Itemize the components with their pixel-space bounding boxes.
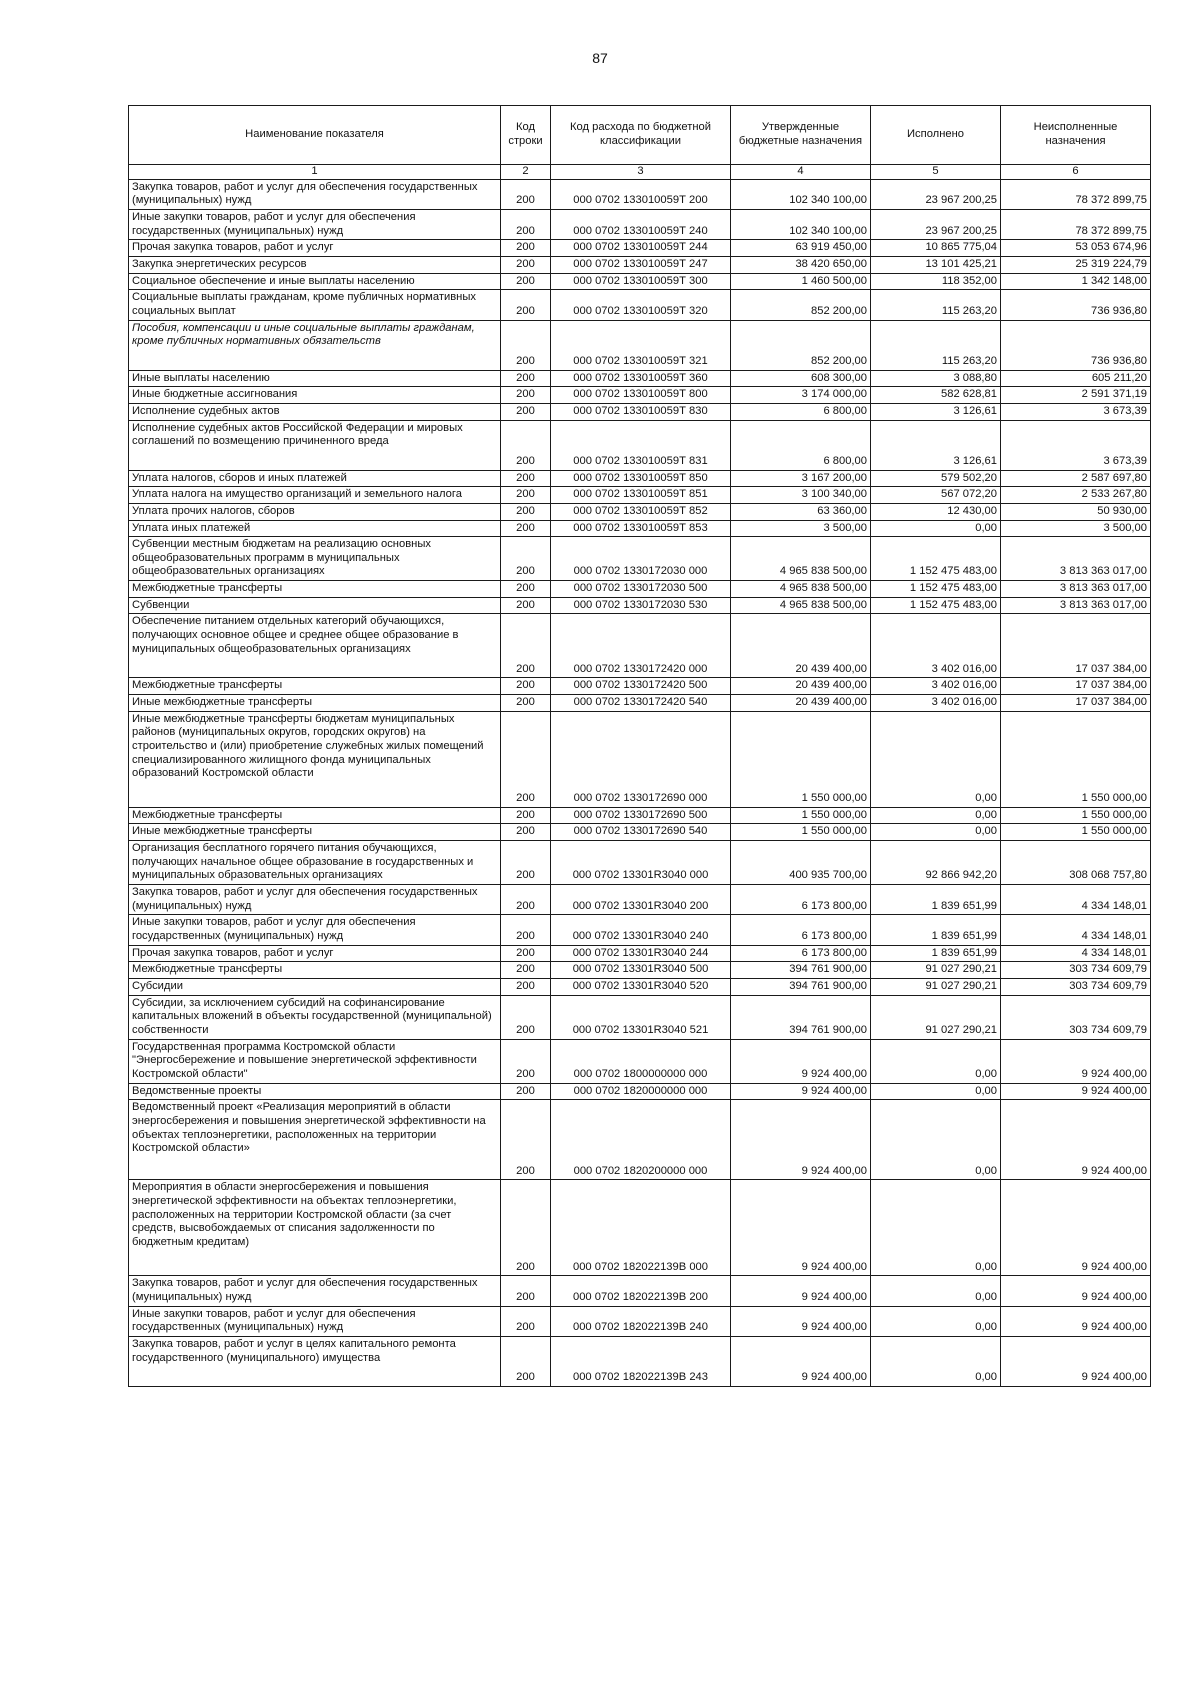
row-unexecuted-amount: 3 673,39 xyxy=(1001,420,1151,470)
row-unexecuted-amount: 303 734 609,79 xyxy=(1001,995,1151,1039)
row-budget-classification-code: 000 0702 133010059Т 321 xyxy=(551,320,731,370)
row-budget-classification-code: 000 0702 133010059Т 800 xyxy=(551,387,731,404)
column-number: 3 xyxy=(551,165,731,180)
table-row xyxy=(129,1306,1151,1336)
table-row xyxy=(129,945,1151,962)
table-row xyxy=(129,1276,1151,1306)
row-budget-classification-code: 000 0702 13301R3040 244 xyxy=(551,945,731,962)
header-budget-classification-code: Код расхода по бюджетной классификации xyxy=(551,106,731,165)
row-budget-classification-code: 000 0702 133010059Т 852 xyxy=(551,503,731,520)
row-unexecuted-amount: 4 334 148,01 xyxy=(1001,915,1151,945)
row-indicator-name: Мероприятия в области энергосбережения и повышения энергетической эффективности на объектах теплоэнергетики, расположенных на территории Костромской области (за счет средств, высвобождаемых от списания задолженности по бюджетным кредитам) xyxy=(129,1180,501,1276)
row-budget-classification-code: 000 0702 1330172030 530 xyxy=(551,597,731,614)
row-indicator-name: Иные закупки товаров, работ и услуг для обеспечения государственных (муниципальных) нужд xyxy=(129,209,501,239)
row-budget-classification-code: 000 0702 1330172690 000 xyxy=(551,711,731,807)
row-indicator-name: Межбюджетные трансферты xyxy=(129,962,501,979)
row-line-code: 200 xyxy=(501,711,551,807)
row-approved-amount: 3 174 000,00 xyxy=(731,387,871,404)
header-unexecuted-appropriations: Неисполненные назначения xyxy=(1001,106,1151,165)
row-indicator-name: Закупка товаров, работ и услуг в целях капитального ремонта государственного (муниципального) имущества xyxy=(129,1336,501,1386)
row-budget-classification-code: 000 0702 13301R3040 000 xyxy=(551,841,731,885)
row-approved-amount: 1 550 000,00 xyxy=(731,824,871,841)
row-line-code: 200 xyxy=(501,403,551,420)
row-budget-classification-code: 000 0702 133010059Т 240 xyxy=(551,209,731,239)
table-row xyxy=(129,290,1151,320)
table-row xyxy=(129,581,1151,598)
row-approved-amount: 9 924 400,00 xyxy=(731,1100,871,1180)
row-approved-amount: 1 550 000,00 xyxy=(731,807,871,824)
table-row xyxy=(129,841,1151,885)
table-row xyxy=(129,503,1151,520)
row-budget-classification-code: 000 0702 1330172030 000 xyxy=(551,537,731,581)
row-line-code: 200 xyxy=(501,597,551,614)
row-indicator-name: Уплата налогов, сборов и иных платежей xyxy=(129,470,501,487)
table-row xyxy=(129,240,1151,257)
row-line-code: 200 xyxy=(501,945,551,962)
row-executed-amount: 0,00 xyxy=(871,1083,1001,1100)
row-unexecuted-amount: 605 211,20 xyxy=(1001,370,1151,387)
row-budget-classification-code: 000 0702 133010059Т 300 xyxy=(551,273,731,290)
table-row xyxy=(129,1083,1151,1100)
row-budget-classification-code: 000 0702 13301R3040 240 xyxy=(551,915,731,945)
table-row xyxy=(129,678,1151,695)
row-approved-amount: 9 924 400,00 xyxy=(731,1039,871,1083)
table-row xyxy=(129,470,1151,487)
row-executed-amount: 1 152 475 483,00 xyxy=(871,581,1001,598)
table-row xyxy=(129,824,1151,841)
row-approved-amount: 1 550 000,00 xyxy=(731,711,871,807)
table-row xyxy=(129,320,1151,370)
row-line-code: 200 xyxy=(501,503,551,520)
row-indicator-name: Прочая закупка товаров, работ и услуг xyxy=(129,240,501,257)
row-indicator-name: Субвенции xyxy=(129,597,501,614)
row-unexecuted-amount: 3 813 363 017,00 xyxy=(1001,537,1151,581)
row-unexecuted-amount: 3 813 363 017,00 xyxy=(1001,581,1151,598)
row-approved-amount: 102 340 100,00 xyxy=(731,179,871,209)
row-executed-amount: 0,00 xyxy=(871,520,1001,537)
row-approved-amount: 608 300,00 xyxy=(731,370,871,387)
table-header-row xyxy=(129,106,1151,165)
row-indicator-name: Закупка энергетических ресурсов xyxy=(129,256,501,273)
table-row xyxy=(129,537,1151,581)
row-approved-amount: 20 439 400,00 xyxy=(731,695,871,712)
row-budget-classification-code: 000 0702 133010059Т 244 xyxy=(551,240,731,257)
row-line-code: 200 xyxy=(501,209,551,239)
row-budget-classification-code: 000 0702 133010059Т 247 xyxy=(551,256,731,273)
row-approved-amount: 6 173 800,00 xyxy=(731,915,871,945)
row-indicator-name: Иные закупки товаров, работ и услуг для обеспечения государственных (муниципальных) нужд xyxy=(129,915,501,945)
row-budget-classification-code: 000 0702 1330172420 540 xyxy=(551,695,731,712)
row-budget-classification-code: 000 0702 13301R3040 200 xyxy=(551,885,731,915)
row-indicator-name: Социальные выплаты гражданам, кроме публичных нормативных социальных выплат xyxy=(129,290,501,320)
row-executed-amount: 1 839 651,99 xyxy=(871,915,1001,945)
table-row xyxy=(129,614,1151,678)
row-executed-amount: 3 402 016,00 xyxy=(871,614,1001,678)
row-unexecuted-amount: 736 936,80 xyxy=(1001,290,1151,320)
row-indicator-name: Субвенции местным бюджетам на реализацию основных общеобразовательных программ в муниципальных общеобразовательных организациях xyxy=(129,537,501,581)
row-unexecuted-amount: 308 068 757,80 xyxy=(1001,841,1151,885)
row-executed-amount: 115 263,20 xyxy=(871,290,1001,320)
table-row xyxy=(129,387,1151,404)
row-budget-classification-code: 000 0702 13301R3040 500 xyxy=(551,962,731,979)
row-approved-amount: 9 924 400,00 xyxy=(731,1180,871,1276)
row-indicator-name: Иные межбюджетные трансферты бюджетам муниципальных районов (муниципальных округов, городских округов) на строительство и (или) приобретение служебных жилых помещений специализированного жилищного фонда муниципальных образований Костромской области xyxy=(129,711,501,807)
table-body xyxy=(129,179,1151,1386)
row-unexecuted-amount: 3 673,39 xyxy=(1001,403,1151,420)
row-line-code: 200 xyxy=(501,824,551,841)
row-line-code: 200 xyxy=(501,995,551,1039)
row-executed-amount: 3 126,61 xyxy=(871,403,1001,420)
row-approved-amount: 20 439 400,00 xyxy=(731,678,871,695)
row-indicator-name: Пособия, компенсации и иные социальные выплаты гражданам, кроме публичных нормативных обязательств xyxy=(129,320,501,370)
row-unexecuted-amount: 303 734 609,79 xyxy=(1001,978,1151,995)
row-executed-amount: 0,00 xyxy=(871,1039,1001,1083)
table-row xyxy=(129,915,1151,945)
row-executed-amount: 0,00 xyxy=(871,824,1001,841)
row-unexecuted-amount: 17 037 384,00 xyxy=(1001,614,1151,678)
row-executed-amount: 91 027 290,21 xyxy=(871,978,1001,995)
row-indicator-name: Уплата иных платежей xyxy=(129,520,501,537)
row-line-code: 200 xyxy=(501,962,551,979)
row-approved-amount: 4 965 838 500,00 xyxy=(731,597,871,614)
table-row xyxy=(129,711,1151,807)
row-indicator-name: Прочая закупка товаров, работ и услуг xyxy=(129,945,501,962)
row-budget-classification-code: 000 0702 1800000000 000 xyxy=(551,1039,731,1083)
column-number: 5 xyxy=(871,165,1001,180)
row-line-code: 200 xyxy=(501,581,551,598)
row-approved-amount: 394 761 900,00 xyxy=(731,995,871,1039)
row-line-code: 200 xyxy=(501,537,551,581)
row-budget-classification-code: 000 0702 133010059Т 360 xyxy=(551,370,731,387)
row-unexecuted-amount: 1 550 000,00 xyxy=(1001,711,1151,807)
row-approved-amount: 38 420 650,00 xyxy=(731,256,871,273)
row-line-code: 200 xyxy=(501,1180,551,1276)
table-row xyxy=(129,978,1151,995)
row-approved-amount: 9 924 400,00 xyxy=(731,1336,871,1386)
row-executed-amount: 0,00 xyxy=(871,1100,1001,1180)
row-line-code: 200 xyxy=(501,370,551,387)
row-line-code: 200 xyxy=(501,470,551,487)
row-indicator-name: Ведомственные проекты xyxy=(129,1083,501,1100)
row-indicator-name: Межбюджетные трансферты xyxy=(129,678,501,695)
row-unexecuted-amount: 9 924 400,00 xyxy=(1001,1180,1151,1276)
row-budget-classification-code: 000 0702 133010059Т 851 xyxy=(551,487,731,504)
row-indicator-name: Закупка товаров, работ и услуг для обеспечения государственных (муниципальных) нужд xyxy=(129,1276,501,1306)
row-approved-amount: 394 761 900,00 xyxy=(731,978,871,995)
row-executed-amount: 91 027 290,21 xyxy=(871,995,1001,1039)
row-line-code: 200 xyxy=(501,520,551,537)
row-executed-amount: 582 628,81 xyxy=(871,387,1001,404)
row-approved-amount: 9 924 400,00 xyxy=(731,1306,871,1336)
row-indicator-name: Государственная программа Костромской области "Энергосбережение и повышение энергетической эффективности Костромской области" xyxy=(129,1039,501,1083)
row-executed-amount: 92 866 942,20 xyxy=(871,841,1001,885)
row-executed-amount: 579 502,20 xyxy=(871,470,1001,487)
row-budget-classification-code: 000 0702 182022139В 240 xyxy=(551,1306,731,1336)
row-unexecuted-amount: 17 037 384,00 xyxy=(1001,678,1151,695)
row-approved-amount: 3 100 340,00 xyxy=(731,487,871,504)
table-row xyxy=(129,597,1151,614)
row-unexecuted-amount: 4 334 148,01 xyxy=(1001,885,1151,915)
row-indicator-name: Иные закупки товаров, работ и услуг для обеспечения государственных (муниципальных) нужд xyxy=(129,1306,501,1336)
row-executed-amount: 0,00 xyxy=(871,807,1001,824)
header-executed: Исполнено xyxy=(871,106,1001,165)
row-executed-amount: 23 967 200,25 xyxy=(871,179,1001,209)
row-budget-classification-code: 000 0702 133010059Т 850 xyxy=(551,470,731,487)
row-indicator-name: Иные выплаты населению xyxy=(129,370,501,387)
row-executed-amount: 567 072,20 xyxy=(871,487,1001,504)
row-executed-amount: 1 839 651,99 xyxy=(871,885,1001,915)
row-budget-classification-code: 000 0702 13301R3040 520 xyxy=(551,978,731,995)
row-line-code: 200 xyxy=(501,807,551,824)
row-approved-amount: 852 200,00 xyxy=(731,320,871,370)
row-unexecuted-amount: 2 533 267,80 xyxy=(1001,487,1151,504)
row-executed-amount: 3 126,61 xyxy=(871,420,1001,470)
row-approved-amount: 4 965 838 500,00 xyxy=(731,537,871,581)
row-approved-amount: 852 200,00 xyxy=(731,290,871,320)
row-budget-classification-code: 000 0702 133010059Т 320 xyxy=(551,290,731,320)
column-number-row xyxy=(129,165,1151,180)
row-line-code: 200 xyxy=(501,240,551,257)
row-indicator-name: Закупка товаров, работ и услуг для обеспечения государственных (муниципальных) нужд xyxy=(129,179,501,209)
row-unexecuted-amount: 2 587 697,80 xyxy=(1001,470,1151,487)
row-budget-classification-code: 000 0702 1330172420 000 xyxy=(551,614,731,678)
table-row xyxy=(129,487,1151,504)
table-row xyxy=(129,995,1151,1039)
row-indicator-name: Уплата прочих налогов, сборов xyxy=(129,503,501,520)
row-line-code: 200 xyxy=(501,320,551,370)
row-line-code: 200 xyxy=(501,678,551,695)
row-executed-amount: 3 088,80 xyxy=(871,370,1001,387)
row-executed-amount: 10 865 775,04 xyxy=(871,240,1001,257)
row-executed-amount: 3 402 016,00 xyxy=(871,695,1001,712)
table-row xyxy=(129,1336,1151,1386)
row-unexecuted-amount: 9 924 400,00 xyxy=(1001,1083,1151,1100)
row-unexecuted-amount: 9 924 400,00 xyxy=(1001,1100,1151,1180)
row-indicator-name: Иные бюджетные ассигнования xyxy=(129,387,501,404)
column-number: 1 xyxy=(129,165,501,180)
row-executed-amount: 12 430,00 xyxy=(871,503,1001,520)
row-executed-amount: 0,00 xyxy=(871,1180,1001,1276)
row-budget-classification-code: 000 0702 182022139В 243 xyxy=(551,1336,731,1386)
row-line-code: 200 xyxy=(501,1100,551,1180)
row-executed-amount: 1 152 475 483,00 xyxy=(871,537,1001,581)
table-row xyxy=(129,807,1151,824)
row-unexecuted-amount: 3 813 363 017,00 xyxy=(1001,597,1151,614)
row-line-code: 200 xyxy=(501,1276,551,1306)
row-executed-amount: 115 263,20 xyxy=(871,320,1001,370)
table-row xyxy=(129,885,1151,915)
row-indicator-name: Субсидии xyxy=(129,978,501,995)
table-row xyxy=(129,256,1151,273)
row-unexecuted-amount: 25 319 224,79 xyxy=(1001,256,1151,273)
row-unexecuted-amount: 9 924 400,00 xyxy=(1001,1306,1151,1336)
row-indicator-name: Обеспечение питанием отдельных категорий обучающихся, получающих основное общее и среднее общее образование в муниципальных общеобразовательных организациях xyxy=(129,614,501,678)
row-budget-classification-code: 000 0702 1330172690 500 xyxy=(551,807,731,824)
row-indicator-name: Иные межбюджетные трансферты xyxy=(129,695,501,712)
row-approved-amount: 4 965 838 500,00 xyxy=(731,581,871,598)
row-unexecuted-amount: 78 372 899,75 xyxy=(1001,209,1151,239)
row-line-code: 200 xyxy=(501,695,551,712)
row-unexecuted-amount: 303 734 609,79 xyxy=(1001,962,1151,979)
row-indicator-name: Социальное обеспечение и иные выплаты населению xyxy=(129,273,501,290)
row-indicator-name: Иные межбюджетные трансферты xyxy=(129,824,501,841)
header-indicator-name: Наименование показателя xyxy=(129,106,501,165)
row-budget-classification-code: 000 0702 1330172030 500 xyxy=(551,581,731,598)
row-executed-amount: 1 152 475 483,00 xyxy=(871,597,1001,614)
table-row xyxy=(129,370,1151,387)
row-line-code: 200 xyxy=(501,1336,551,1386)
row-line-code: 200 xyxy=(501,614,551,678)
row-unexecuted-amount: 17 037 384,00 xyxy=(1001,695,1151,712)
row-unexecuted-amount: 1 342 148,00 xyxy=(1001,273,1151,290)
table-row xyxy=(129,1100,1151,1180)
row-indicator-name: Межбюджетные трансферты xyxy=(129,807,501,824)
row-line-code: 200 xyxy=(501,1306,551,1336)
table-row xyxy=(129,420,1151,470)
header-line-code: Код строки xyxy=(501,106,551,165)
row-line-code: 200 xyxy=(501,387,551,404)
row-indicator-name: Закупка товаров, работ и услуг для обеспечения государственных (муниципальных) нужд xyxy=(129,885,501,915)
row-approved-amount: 3 500,00 xyxy=(731,520,871,537)
row-indicator-name: Уплата налога на имущество организаций и земельного налога xyxy=(129,487,501,504)
row-unexecuted-amount: 9 924 400,00 xyxy=(1001,1336,1151,1386)
header-approved-appropriations: Утвержденные бюджетные назначения xyxy=(731,106,871,165)
row-line-code: 200 xyxy=(501,290,551,320)
row-budget-classification-code: 000 0702 133010059Т 853 xyxy=(551,520,731,537)
row-executed-amount: 23 967 200,25 xyxy=(871,209,1001,239)
row-line-code: 200 xyxy=(501,420,551,470)
table-row xyxy=(129,403,1151,420)
row-line-code: 200 xyxy=(501,885,551,915)
row-executed-amount: 118 352,00 xyxy=(871,273,1001,290)
table-row xyxy=(129,179,1151,209)
row-unexecuted-amount: 3 500,00 xyxy=(1001,520,1151,537)
table-row xyxy=(129,1180,1151,1276)
row-executed-amount: 0,00 xyxy=(871,711,1001,807)
row-budget-classification-code: 000 0702 182022139В 000 xyxy=(551,1180,731,1276)
column-number: 2 xyxy=(501,165,551,180)
budget-execution-table xyxy=(128,105,1151,1387)
row-line-code: 200 xyxy=(501,841,551,885)
row-approved-amount: 63 360,00 xyxy=(731,503,871,520)
row-budget-classification-code: 000 0702 1820200000 000 xyxy=(551,1100,731,1180)
row-budget-classification-code: 000 0702 133010059Т 830 xyxy=(551,403,731,420)
row-budget-classification-code: 000 0702 133010059Т 200 xyxy=(551,179,731,209)
row-approved-amount: 6 800,00 xyxy=(731,420,871,470)
row-line-code: 200 xyxy=(501,978,551,995)
row-unexecuted-amount: 78 372 899,75 xyxy=(1001,179,1151,209)
row-executed-amount: 3 402 016,00 xyxy=(871,678,1001,695)
row-indicator-name: Субсидии, за исключением субсидий на софинансирование капитальных вложений в объекты государственной (муниципальной) собственности xyxy=(129,995,501,1039)
row-approved-amount: 20 439 400,00 xyxy=(731,614,871,678)
row-line-code: 200 xyxy=(501,1039,551,1083)
row-line-code: 200 xyxy=(501,915,551,945)
row-approved-amount: 394 761 900,00 xyxy=(731,962,871,979)
row-approved-amount: 3 167 200,00 xyxy=(731,470,871,487)
row-unexecuted-amount: 9 924 400,00 xyxy=(1001,1276,1151,1306)
row-executed-amount: 13 101 425,21 xyxy=(871,256,1001,273)
table-row xyxy=(129,209,1151,239)
row-indicator-name: Организация бесплатного горячего питания обучающихся, получающих начальное общее образование в государственных и муниципальных образовательных организациях xyxy=(129,841,501,885)
row-approved-amount: 400 935 700,00 xyxy=(731,841,871,885)
row-indicator-name: Ведомственный проект «Реализация мероприятий в области энергосбережения и повышения энергетической эффективности на объектах теплоэнергетики, расположенных на территории Костромской области» xyxy=(129,1100,501,1180)
row-executed-amount: 0,00 xyxy=(871,1336,1001,1386)
table-row xyxy=(129,1039,1151,1083)
page-number: 87 xyxy=(592,50,608,66)
table-row xyxy=(129,520,1151,537)
row-approved-amount: 102 340 100,00 xyxy=(731,209,871,239)
row-unexecuted-amount: 2 591 371,19 xyxy=(1001,387,1151,404)
row-budget-classification-code: 000 0702 1330172420 500 xyxy=(551,678,731,695)
row-budget-classification-code: 000 0702 133010059Т 831 xyxy=(551,420,731,470)
row-executed-amount: 91 027 290,21 xyxy=(871,962,1001,979)
table-row xyxy=(129,962,1151,979)
row-unexecuted-amount: 4 334 148,01 xyxy=(1001,945,1151,962)
row-approved-amount: 1 460 500,00 xyxy=(731,273,871,290)
row-indicator-name: Исполнение судебных актов Российской Федерации и мировых соглашений по возмещению причиненного вреда xyxy=(129,420,501,470)
row-budget-classification-code: 000 0702 13301R3040 521 xyxy=(551,995,731,1039)
row-indicator-name: Межбюджетные трансферты xyxy=(129,581,501,598)
row-approved-amount: 9 924 400,00 xyxy=(731,1276,871,1306)
table-row xyxy=(129,273,1151,290)
row-line-code: 200 xyxy=(501,179,551,209)
row-approved-amount: 6 800,00 xyxy=(731,403,871,420)
column-number: 6 xyxy=(1001,165,1151,180)
row-indicator-name: Исполнение судебных актов xyxy=(129,403,501,420)
row-executed-amount: 0,00 xyxy=(871,1276,1001,1306)
row-budget-classification-code: 000 0702 1820000000 000 xyxy=(551,1083,731,1100)
row-unexecuted-amount: 1 550 000,00 xyxy=(1001,807,1151,824)
row-approved-amount: 9 924 400,00 xyxy=(731,1083,871,1100)
row-line-code: 200 xyxy=(501,273,551,290)
row-unexecuted-amount: 53 053 674,96 xyxy=(1001,240,1151,257)
column-number: 4 xyxy=(731,165,871,180)
table-row xyxy=(129,695,1151,712)
row-approved-amount: 63 919 450,00 xyxy=(731,240,871,257)
row-unexecuted-amount: 1 550 000,00 xyxy=(1001,824,1151,841)
row-budget-classification-code: 000 0702 182022139В 200 xyxy=(551,1276,731,1306)
row-budget-classification-code: 000 0702 1330172690 540 xyxy=(551,824,731,841)
row-line-code: 200 xyxy=(501,256,551,273)
row-approved-amount: 6 173 800,00 xyxy=(731,885,871,915)
row-line-code: 200 xyxy=(501,1083,551,1100)
row-unexecuted-amount: 736 936,80 xyxy=(1001,320,1151,370)
row-unexecuted-amount: 50 930,00 xyxy=(1001,503,1151,520)
row-executed-amount: 0,00 xyxy=(871,1306,1001,1336)
row-unexecuted-amount: 9 924 400,00 xyxy=(1001,1039,1151,1083)
row-line-code: 200 xyxy=(501,487,551,504)
row-approved-amount: 6 173 800,00 xyxy=(731,945,871,962)
row-executed-amount: 1 839 651,99 xyxy=(871,945,1001,962)
